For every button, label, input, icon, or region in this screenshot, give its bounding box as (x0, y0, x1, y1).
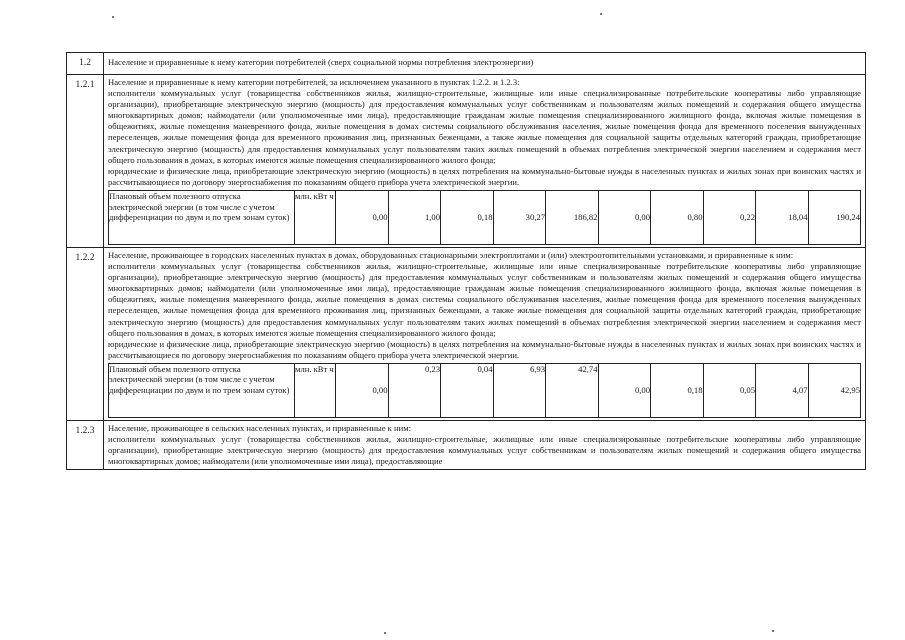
volume-unit: млн. кВт ч (295, 363, 336, 417)
row-number: 1.2.1 (67, 75, 104, 248)
scan-dot (112, 16, 114, 18)
scan-dot (772, 630, 774, 632)
scan-dot (384, 632, 386, 634)
row-heading: Население и приравненные к нему категории потребителей, за исключением указанного в пунктах 1.2.2. и 1.2.3: (108, 77, 520, 87)
volume-value: 0,18 (441, 190, 494, 244)
volume-value: 18,04 (756, 190, 809, 244)
volume-row (109, 190, 861, 244)
table-row (67, 247, 866, 420)
volume-value: 0,00 (598, 363, 651, 417)
volume-unit: млн. кВт ч (295, 190, 336, 244)
volume-row (109, 363, 861, 417)
tariff-table (66, 52, 866, 470)
row-heading: Население, проживающее в городских населенных пунктах в домах, оборудованных стационарными электроплитами и (или) электроотопительными установками, и приравненные к ним: (108, 249, 794, 260)
volume-value: 0,05 (703, 363, 756, 417)
scan-dot (600, 13, 602, 15)
table-row (67, 75, 866, 248)
row-description-2: юридические и физические лица, приобретающие электрическую энергию (мощность) в целях потребления на коммунально-бытовые нужды в населенных пунктах и жилых зонах при воинских частях и рассчитывающиеся по договору энергоснабжения по показаниям общего прибора учета электрической энергии. (108, 338, 861, 360)
volume-label: Плановый объем полезного отпуска электрической энергии (в том числе с учетом дифференциации по двум и по трем зонам суток) (109, 190, 295, 244)
row-description: исполнители коммунальных услуг (товарищества собственников жилья, жилищно-строительные, жилищные или иные специализированные потребительские кооперативы либо управляющие организации), приобретающие электрическую энергию (мощность) для предоставления коммунальных услуг собственникам и пользователям жилых помещений и содержания общего имущества многоквартирных домов; наймодатели (или уполномоченные ими лица), предоставляющие (108, 433, 861, 467)
volume-value: 30,27 (493, 190, 546, 244)
volume-value: 0,18 (651, 363, 704, 417)
volume-value: 0,23 (388, 363, 441, 417)
row-description: исполнители коммунальных услуг (товарищества собственников жилья, жилищно-строительные, жилищные или иные специализированные потребительские кооперативы либо управляющие организации), приобретающие электрическую энергию (мощность) для предоставления коммунальных услуг собственникам и пользователям жилых помещений и содержания общего имущества многоквартирных домов; наймодатели (или уполномоченные ими лица), предоставляющие гражданам жилые помещения специализированного жилищного фонда, включая жилые помещения в общежитиях, жилые помещения маневренного фонда, жилые помещения в домах системы социального обслуживания населения, жилые помещения фонда для временного поселения вынужденных переселенцев, жилые помещения фонда для временного проживания лиц, признанных беженцами, а также жилые помещения для социальной защиты отдельных категорий граждан, приобретающие электрическую энергию (мощность) для предоставления коммунальных услуг пользователям таких жилых помещений в объемах потребления электрической энергии населением и содержания мест общего пользования в домах, в которых имеются жилые помещения специализированного жилого фонда; (108, 88, 861, 165)
row-title: Население и приравненные к нему категории потребителей (сверх социальной нормы потребления электроэнергии) (108, 57, 534, 67)
table-row (67, 420, 866, 469)
volume-value: 0,00 (336, 363, 389, 417)
volume-value: 186,82 (546, 190, 599, 244)
volume-value: 0,00 (598, 190, 651, 244)
volume-value: 4,07 (756, 363, 809, 417)
row-number: 1.2.2 (67, 247, 104, 420)
volume-table (108, 363, 861, 418)
volume-value: 6,93 (493, 363, 546, 417)
volume-value: 42,74 (546, 363, 599, 417)
row-number: 1.2 (67, 53, 104, 75)
table-row (67, 53, 866, 75)
row-number: 1.2.3 (67, 420, 104, 469)
volume-value: 190,24 (808, 190, 861, 244)
volume-value: 0,22 (703, 190, 756, 244)
volume-value: 1,00 (388, 190, 441, 244)
volume-value: 42,95 (808, 363, 861, 417)
volume-table (108, 190, 861, 245)
volume-label: Плановый объем полезного отпуска электрической энергии (в том числе с учетом дифференциации по двум и по трем зонам суток) (109, 363, 295, 417)
volume-value: 0,80 (651, 190, 704, 244)
volume-value: 0,00 (336, 190, 389, 244)
row-description: исполнители коммунальных услуг (товарищества собственников жилья, жилищно-строительные, жилищные или иные специализированные потребительские кооперативы либо управляющие организации), приобретающие электрическую энергию (мощность) для предоставления коммунальных услуг собственникам и пользователям жилых помещений и содержания общего имущества многоквартирных домов; наймодатели (или уполномоченные ими лица), предоставляющие гражданам жилые помещения специализированного жилищного фонда, включая жилые помещения в общежитиях, жилые помещения маневренного фонда, жилые помещения в домах системы социального обслуживания населения, жилые помещения фонда для временного поселения вынужденных переселенцев, жилые помещения фонда для временного проживания лиц, признанных беженцами, а также жилые помещения для социальной защиты отдельных категорий граждан, приобретающие электрическую энергию (мощность) для предоставления коммунальных услуг пользователям таких жилых помещений в объемах потребления электрической энергии населением и содержания мест общего пользования в домах, в которых имеются жилые помещения специализированного жилого фонда; (108, 261, 861, 338)
volume-value: 0,04 (441, 363, 494, 417)
row-description-2: юридические и физические лица, приобретающие электрическую энергию (мощность) в целях потребления на коммунально-бытовые нужды в населенных пунктах и жилых зонах при воинских частях и рассчитывающиеся по договору энергоснабжения по показаниям общего прибора учета электрической энергии. (108, 165, 861, 187)
row-heading: Население, проживающее в сельских населенных пунктах, и приравненные к ним: (108, 422, 412, 433)
